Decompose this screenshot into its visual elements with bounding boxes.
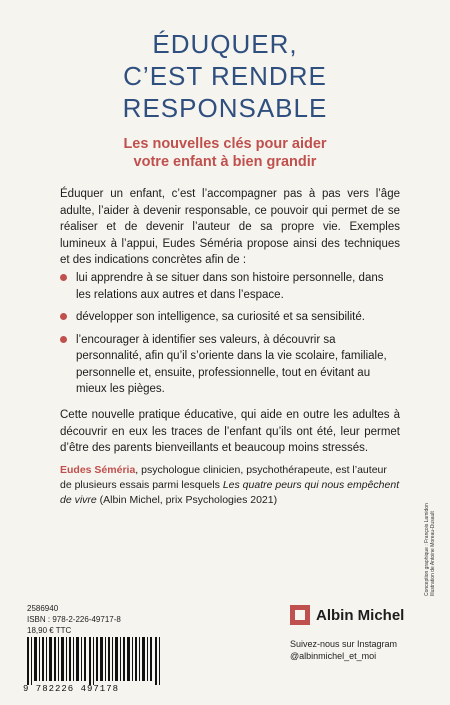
bullet-text: développer son intelligence, sa curiosité et sa sensibilité. [76,311,365,323]
bullet-text: lui apprendre à se situer dans son histoire personnelle, dans les relations aux autres et dans l’espace. [76,272,384,301]
isbn-number: ISBN : 978-2-226-49717-8 [27,615,121,624]
intro-paragraph: Éduquer un enfant, c’est l’accompagner pas à pas vers l’âge adulte, l’aider à devenir responsable, ce pouvoir qui permet de se réaliser et de devenir l’auteur de sa propre vie. Exemples lumineux à l’appui, Eudes Séméria propose ainsi des techniques et des indications concrètes afin de : [60,188,400,266]
credit-line-1: Conception graphique : François Lamidon [424,503,430,596]
social-info [290,638,397,662]
bullet-item [60,270,400,303]
book-title [0,28,450,124]
bullet-icon [60,336,67,343]
bullet-icon [60,313,67,320]
title-line-3: RESPONSABLE [122,93,328,123]
closing-paragraph: Cette nouvelle pratique éducative, qui aide en outre les adultes à découvrir en eux les traces de l’enfant qu’ils ont été, leur permet d’être des parents bienveillants et beaucoup moins stressés. [60,409,400,454]
bullet-text: l’encourager à identifier ses valeurs, à découvrir sa personnalité, afin qu’il s’oriente dans la vie scolaire, familiale, personnelle et, ensuite, professionnelle, tout en évitant au mieux les pièges. [76,333,387,395]
subtitle-line-2: votre enfant à bien grandir [133,154,317,170]
bullet-icon [60,274,67,281]
bullet-list [60,270,400,404]
publisher-name: Albin Michel [316,606,405,624]
social-line-2: @albinmichel_et_moi [290,651,377,661]
publisher-logo [290,605,404,625]
barcode-image [27,637,162,685]
price: 18,90 € TTC [27,626,72,635]
subtitle-line-1: Les nouvelles clés pour aider [123,136,327,152]
author-bio-part-1: , psychologue clinicien, psychothérapeute, est l’auteur de plusieurs essais parmi lesquels [60,464,387,491]
isbn-block [27,603,121,636]
book-reference: Les quatre peurs qui nous empêchent de vivre [60,479,400,506]
author-bio [60,463,400,508]
product-code: 2586940 [27,604,59,613]
barcode-number: 9 782226 497178 [23,684,120,694]
title-line-2: C’EST RENDRE [123,61,327,91]
design-credits [424,491,450,596]
author-name: Eudes Séméria [60,464,136,476]
publisher-logo-icon [290,605,310,625]
book-subtitle [0,135,450,171]
bullet-item [60,309,400,326]
social-line-1: Suivez-nous sur Instagram [290,639,398,649]
title-line-1: ÉDUQUER, [152,29,298,59]
bullet-item [60,332,400,398]
credit-line-2: Illustration de Antoine Moreau-Dusault [430,511,436,596]
author-bio-part-2: (Albin Michel, prix Psychologies 2021) [96,494,278,506]
